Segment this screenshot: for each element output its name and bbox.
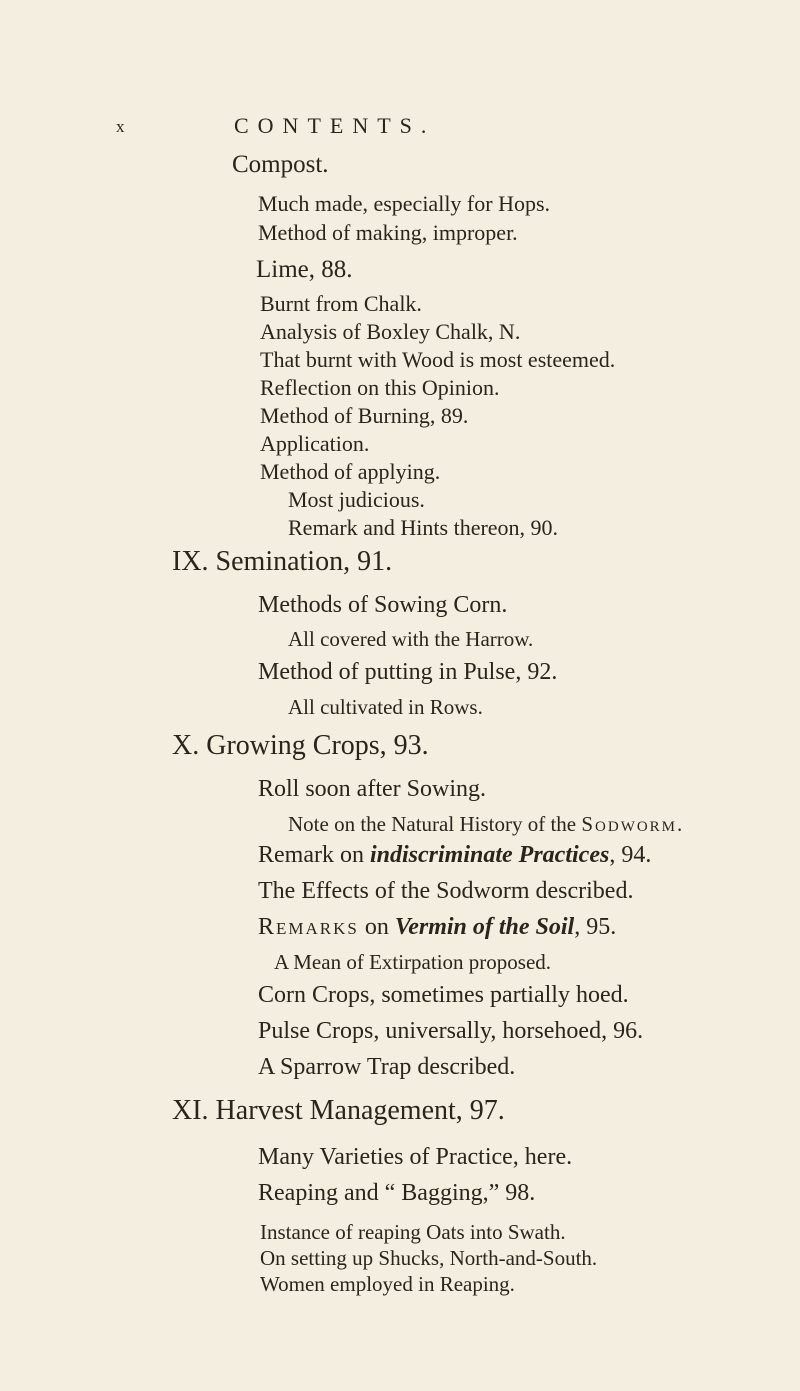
entry-remark-practices: Remark on indiscriminate Practices, 94. xyxy=(258,842,652,868)
entry-line: A Mean of Extirpation proposed. xyxy=(274,950,552,974)
entry-line: Most judicious. xyxy=(288,487,425,512)
entry-compost: Compost. xyxy=(232,151,329,178)
section-heading-ix: IX. Semination, 91. xyxy=(172,546,393,577)
entry-line: Application. xyxy=(260,431,370,456)
entry-line: Corn Crops, sometimes partially hoed. xyxy=(258,982,629,1008)
entry-line: Instance of reaping Oats into Swath. xyxy=(260,1220,566,1244)
entry-line: Method of putting in Pulse, 92. xyxy=(258,659,558,685)
entry-line: The Effects of the Sodworm described. xyxy=(258,878,634,904)
running-title: CONTENTS. xyxy=(234,113,436,138)
entry-line: Roll soon after Sowing. xyxy=(258,776,486,802)
entry-remarks-vermin: Remarks on Vermin of the Soil, 95. xyxy=(258,914,617,940)
entry-line: Much made, especially for Hops. xyxy=(258,191,551,216)
entry-line: All cultivated in Rows. xyxy=(288,695,483,719)
entry-line: Method of making, improper. xyxy=(258,220,518,245)
section-heading-x: X. Growing Crops, 93. xyxy=(172,730,429,761)
entry-line: All covered with the Harrow. xyxy=(288,627,534,651)
entry-line: Burnt from Chalk. xyxy=(260,291,422,316)
entry-line: Women employed in Reaping. xyxy=(260,1272,515,1296)
entry-line: Analysis of Boxley Chalk, N. xyxy=(260,319,521,344)
entry-line: Reflection on this Opinion. xyxy=(260,375,500,400)
entry-line: Reaping and “ Bagging,” 98. xyxy=(258,1180,536,1206)
page-folio: x xyxy=(116,117,125,136)
entry-line: That burnt with Wood is most esteemed. xyxy=(260,347,616,372)
entry-line: On setting up Shucks, North-and-South. xyxy=(260,1246,598,1270)
entry-line: A Sparrow Trap described. xyxy=(258,1054,516,1080)
entry-lime: Lime, 88. xyxy=(256,256,353,283)
entry-line: Method of Burning, 89. xyxy=(260,403,469,428)
section-heading-xi: XI. Harvest Management, 97. xyxy=(172,1095,505,1126)
entry-line: Pulse Crops, universally, horsehoed, 96. xyxy=(258,1018,644,1044)
entry-line: Many Varieties of Practice, here. xyxy=(258,1144,573,1170)
entry-line: Method of applying. xyxy=(260,459,441,484)
entry-line: Remark and Hints thereon, 90. xyxy=(288,515,559,540)
entry-sodworm-note: Note on the Natural History of the Sodworm. xyxy=(288,812,683,836)
entry-line: Methods of Sowing Corn. xyxy=(258,592,508,618)
